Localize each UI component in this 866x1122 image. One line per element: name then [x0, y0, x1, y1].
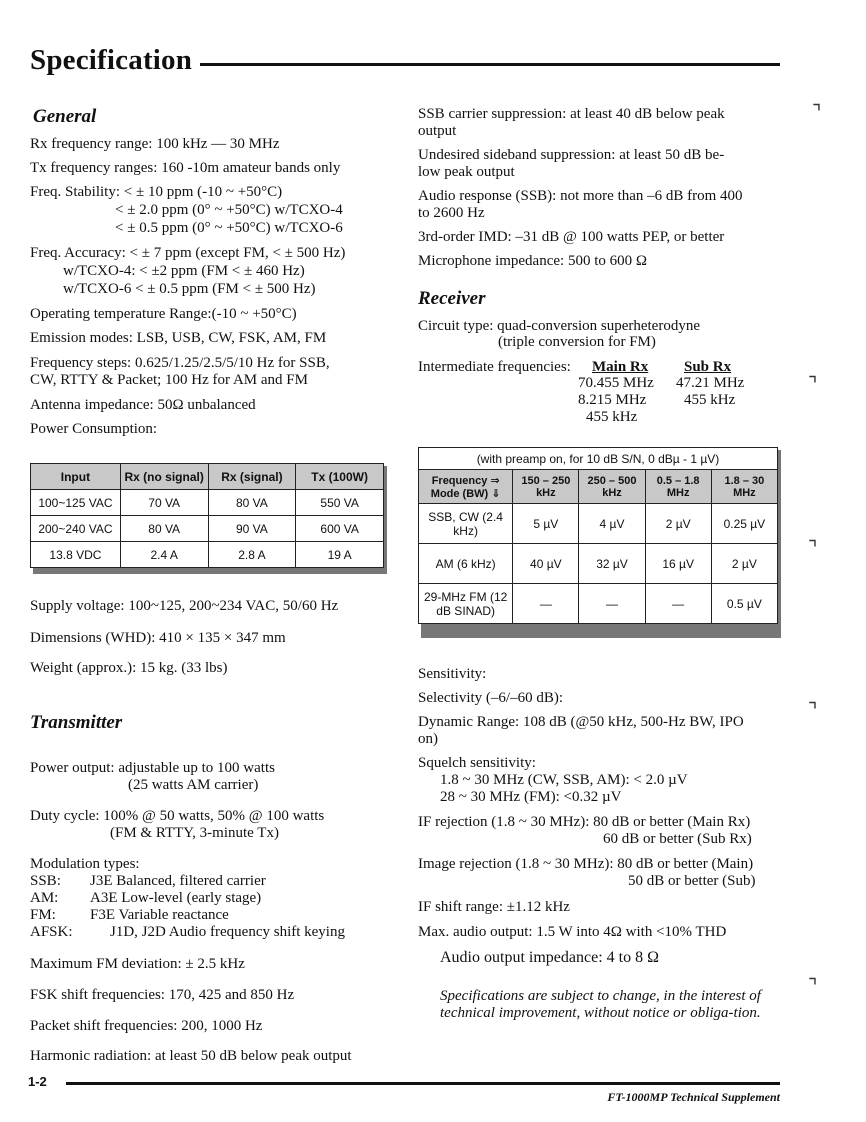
accuracy-3: w/TCXO-6 < ± 0.5 ppm (FM < ± 500 Hz)	[63, 281, 316, 297]
sideband-1: Undesired sideband suppression: at least 50 dB be-	[418, 147, 725, 163]
sens-header: 1.8 – 30 MHz	[711, 470, 777, 504]
power-table	[30, 463, 384, 568]
mod-desc: A3E Low-level (early stage)	[90, 890, 262, 906]
image-rejection-1: Image rejection (1.8 ~ 30 MHz): 80 dB or better (Main)	[418, 856, 754, 872]
main-if-2: 8.215 MHz	[578, 392, 647, 408]
supply-voltage: Supply voltage: 100~125, 200~234 VAC, 50/60 Hz	[30, 598, 339, 614]
fm-deviation: Maximum FM deviation: ± 2.5 kHz	[30, 956, 245, 972]
image-rejection-2: 50 dB or better (Sub)	[628, 873, 756, 889]
sub-rx-header: Sub Rx	[684, 359, 732, 375]
mod-desc: J3E Balanced, filtered carrier	[90, 873, 266, 889]
if-rejection-2: 60 dB or better (Sub Rx)	[603, 831, 752, 847]
power-cell: 100~125 VAC	[31, 490, 121, 516]
sens-cell: 0.25 µV	[711, 504, 777, 544]
dynamic-range-2: on)	[418, 731, 438, 747]
power-cell: 90 VA	[208, 516, 296, 542]
op-temp: Operating temperature Range:(-10 ~ +50°C)	[30, 306, 297, 322]
power-header: Rx (no signal)	[120, 464, 208, 490]
accuracy-1: Freq. Accuracy: < ± 7 ppm (except FM, < ± 500 Hz)	[30, 245, 346, 261]
sens-cell: 2 µV	[711, 544, 777, 584]
power-cell: 550 VA	[296, 490, 384, 516]
sens-header: 150 – 250 kHz	[513, 470, 579, 504]
table-row	[419, 584, 778, 624]
footer-rule	[66, 1082, 780, 1085]
accuracy-2: w/TCXO-4: < ±2 ppm (FM < ± 460 Hz)	[63, 263, 305, 279]
sub-if-2: 455 kHz	[684, 392, 736, 408]
power-consumption: Power Consumption:	[30, 421, 158, 437]
sensitivity: Sensitivity:	[418, 666, 487, 682]
mod-mode: FM:	[30, 907, 56, 923]
sideband-2: low peak output	[418, 164, 515, 180]
document-title: FT-1000MP Technical Supplement	[607, 1090, 780, 1104]
power-cell: 200~240 VAC	[31, 516, 121, 542]
mod-mode: AM:	[30, 890, 59, 906]
audio-response-1: Audio response (SSB): not more than –6 dB from 400	[418, 188, 743, 204]
notice: Specifications are subject to change, in the interest of technical improvement, without notice or obliga-tion.	[440, 988, 761, 1021]
stability-1: Freq. Stability: < ± 10 ppm (-10 ~ +50°C)	[30, 184, 283, 200]
sensitivity-table	[418, 447, 778, 624]
margin-bracket-mark: ⌝	[808, 374, 818, 396]
fsk-shift: FSK shift frequencies: 170, 425 and 850 Hz	[30, 987, 295, 1003]
imd: 3rd-order IMD: –31 dB @ 100 watts PEP, or better	[418, 229, 725, 245]
stability-3: < ± 0.5 ppm (0° ~ +50°C) w/TCXO-6	[115, 220, 343, 236]
table-row	[419, 504, 778, 544]
rx-range: Rx frequency range: 100 kHz — 30 MHz	[30, 136, 280, 152]
power-cell: 80 VA	[208, 490, 296, 516]
page-number: 1-2	[28, 1074, 47, 1089]
antenna-impedance: Antenna impedance: 50Ω unbalanced	[30, 397, 256, 413]
margin-bracket-mark: ⌝	[808, 976, 818, 998]
main-if-1: 70.455 MHz	[578, 375, 654, 391]
circuit-type-2: (triple conversion for FM)	[498, 334, 656, 350]
freq-steps-1: Frequency steps: 0.625/1.25/2.5/5/10 Hz for SSB,	[30, 355, 330, 371]
sens-cell: 2 µV	[645, 504, 711, 544]
main-if-3: 455 kHz	[586, 409, 638, 425]
sens-cell: 32 µV	[579, 544, 645, 584]
sens-cell: 0.5 µV	[711, 584, 777, 624]
modulation-heading: Modulation types:	[30, 856, 140, 872]
audio-response-2: to 2600 Hz	[418, 205, 485, 221]
packet-shift: Packet shift frequencies: 200, 1000 Hz	[30, 1018, 263, 1034]
general-heading: General	[33, 106, 97, 127]
tx-range: Tx frequency ranges: 160 -10m amateur bands only	[30, 160, 341, 176]
title-rule	[200, 63, 780, 66]
table-row	[419, 544, 778, 584]
mod-desc: J1D, J2D Audio frequency shift keying	[110, 924, 345, 940]
circuit-type-1: Circuit type: quad-conversion superheterodyne	[418, 318, 700, 334]
margin-bracket-mark: ⌝	[812, 102, 822, 124]
sens-mode: 29-MHz FM (12 dB SINAD)	[419, 584, 513, 624]
if-label: Intermediate frequencies:	[418, 359, 571, 375]
weight: Weight (approx.): 15 kg. (33 lbs)	[30, 660, 228, 676]
sens-cell: 5 µV	[513, 504, 579, 544]
selectivity: Selectivity (–6/–60 dB):	[418, 690, 563, 706]
power-cell: 70 VA	[120, 490, 208, 516]
duty-cycle-2: (FM & RTTY, 3-minute Tx)	[110, 825, 279, 841]
mod-desc: F3E Variable reactance	[90, 907, 229, 923]
power-header: Rx (signal)	[208, 464, 296, 490]
margin-bracket-mark: ⌝	[808, 700, 818, 722]
duty-cycle-1: Duty cycle: 100% @ 50 watts, 50% @ 100 watts	[30, 808, 325, 824]
power-header: Tx (100W)	[296, 464, 384, 490]
sens-cell: —	[645, 584, 711, 624]
sens-mode: SSB, CW (2.4 kHz)	[419, 504, 513, 544]
power-cell: 2.4 A	[120, 542, 208, 568]
power-cell: 19 A	[296, 542, 384, 568]
receiver-heading: Receiver	[418, 288, 486, 309]
sens-header: 0.5 – 1.8 MHz	[645, 470, 711, 504]
sens-cell: —	[513, 584, 579, 624]
emission-modes: Emission modes: LSB, USB, CW, FSK, AM, FM	[30, 330, 327, 346]
sens-caption: (with preamp on, for 10 dB S/N, 0 dBµ - 1 µV)	[419, 448, 778, 470]
sens-mode: AM (6 kHz)	[419, 544, 513, 584]
squelch-1: Squelch sensitivity:	[418, 755, 536, 771]
table-row	[31, 490, 384, 516]
main-rx-header: Main Rx	[592, 359, 649, 375]
power-cell: 2.8 A	[208, 542, 296, 568]
sens-cell: 40 µV	[513, 544, 579, 584]
dynamic-range-1: Dynamic Range: 108 dB (@50 kHz, 500-Hz BW, IPO	[418, 714, 744, 730]
squelch-3: 28 ~ 30 MHz (FM): <0.32 µV	[440, 789, 622, 805]
sens-corner: Frequency ⇒ Mode (BW) ⇓	[419, 470, 513, 504]
if-rejection-1: IF rejection (1.8 ~ 30 MHz): 80 dB or better (Main Rx)	[418, 814, 751, 830]
sens-cell: 4 µV	[579, 504, 645, 544]
ssb-carrier-1: SSB carrier suppression: at least 40 dB below peak	[418, 106, 725, 122]
sens-header: 250 – 500 kHz	[579, 470, 645, 504]
mod-mode: AFSK:	[30, 924, 73, 940]
table-row	[31, 516, 384, 542]
table-row	[31, 542, 384, 568]
if-shift: IF shift range: ±1.12 kHz	[418, 899, 570, 915]
power-cell: 80 VA	[120, 516, 208, 542]
power-output-1: Power output: adjustable up to 100 watts	[30, 760, 275, 776]
power-cell: 600 VA	[296, 516, 384, 542]
stability-2: < ± 2.0 ppm (0° ~ +50°C) w/TCXO-4	[115, 202, 343, 218]
power-header: Input	[31, 464, 121, 490]
margin-bracket-mark: ⌝	[808, 538, 818, 560]
harmonic-radiation: Harmonic radiation: at least 50 dB below peak output	[30, 1048, 352, 1064]
sub-if-1: 47.21 MHz	[676, 375, 745, 391]
sens-cell: —	[579, 584, 645, 624]
freq-steps-2: CW, RTTY & Packet; 100 Hz for AM and FM	[30, 372, 308, 388]
ssb-carrier-2: output	[418, 123, 457, 139]
transmitter-heading: Transmitter	[30, 712, 123, 733]
page-title: Specification	[30, 44, 193, 76]
mic-impedance: Microphone impedance: 500 to 600 Ω	[418, 253, 648, 269]
mod-mode: SSB:	[30, 873, 61, 889]
sens-cell: 16 µV	[645, 544, 711, 584]
power-output-2: (25 watts AM carrier)	[128, 777, 259, 793]
audio-output: Max. audio output: 1.5 W into 4Ω with <10% THD	[418, 924, 727, 940]
audio-impedance: Audio output impedance: 4 to 8 Ω	[440, 949, 659, 966]
squelch-2: 1.8 ~ 30 MHz (CW, SSB, AM): < 2.0 µV	[440, 772, 688, 788]
power-cell: 13.8 VDC	[31, 542, 121, 568]
dimensions: Dimensions (WHD): 410 × 135 × 347 mm	[30, 630, 286, 646]
